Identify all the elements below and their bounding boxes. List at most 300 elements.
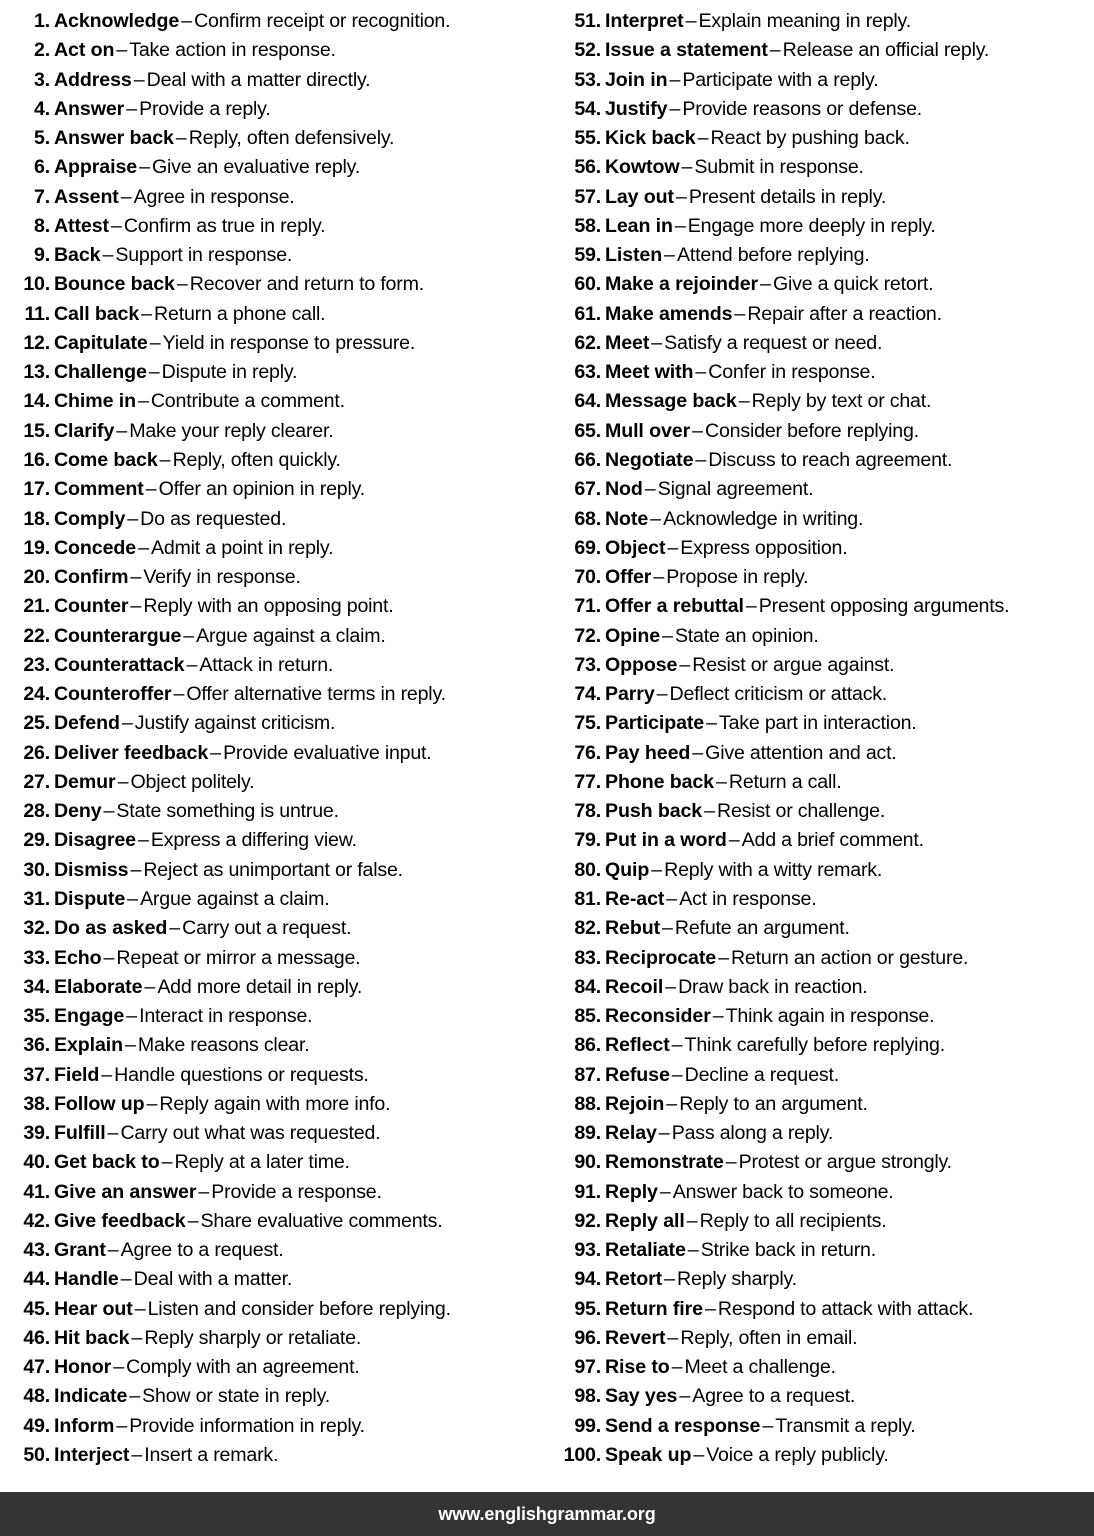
list-item-definition: Argue against a claim.: [140, 887, 330, 910]
list-item: [8, 768, 547, 797]
list-item-term: Speak up: [605, 1444, 692, 1467]
list-item-definition: Handle questions or requests.: [114, 1063, 369, 1086]
list-item-number: 64.: [574, 390, 601, 413]
list-item: [8, 1265, 547, 1294]
list-item-term: Field: [54, 1063, 100, 1086]
list-item-definition: Explain meaning in reply.: [698, 10, 911, 32]
list-item-definition: Take action in response.: [129, 39, 336, 62]
list-item-separator: –: [686, 1209, 698, 1232]
list-item-separator: –: [674, 214, 686, 237]
list-item: [559, 856, 1094, 885]
list-item-term: Echo: [54, 946, 102, 969]
list-item-number: 76.: [574, 741, 601, 764]
list-item-separator: –: [187, 1209, 199, 1232]
list-item: [8, 944, 547, 973]
list-item-number: 39.: [23, 1122, 50, 1145]
list-item: [8, 124, 547, 153]
list-item-term: Say yes: [605, 1385, 678, 1408]
list-item-term: Come back: [54, 448, 158, 471]
list-item-number: 100.: [563, 1444, 601, 1467]
list-item-definition: Satisfy a request or need.: [664, 331, 883, 354]
list-item-separator: –: [651, 331, 663, 354]
list-item: [559, 563, 1094, 592]
list-item-term: Appraise: [54, 156, 138, 179]
list-item-number: 81.: [574, 887, 601, 910]
list-item-definition: Return a call.: [728, 770, 842, 793]
list-item-number: 10.: [23, 273, 50, 296]
list-item-separator: –: [685, 10, 697, 32]
list-item-separator: –: [101, 1063, 113, 1086]
list-item: [559, 124, 1094, 153]
list-item-term: Lean in: [605, 214, 673, 237]
list-item-term: Bounce back: [54, 273, 175, 296]
list-item-separator: –: [669, 97, 681, 120]
list-item-number: 97.: [574, 1356, 601, 1379]
list-item-number: 86.: [574, 1034, 601, 1057]
list-item-term: Meet with: [605, 361, 694, 384]
list-item-definition: Repeat or mirror a message.: [116, 946, 361, 969]
list-item: [559, 1412, 1094, 1441]
list-item-definition: Reply sharply or retaliate.: [144, 1326, 362, 1349]
list-item: [8, 329, 547, 358]
list-item-number: 52.: [574, 39, 601, 62]
list-item-separator: –: [760, 273, 771, 296]
list-item-separator: –: [692, 419, 704, 442]
list-item: [559, 1002, 1094, 1031]
list-item-term: Counterargue: [54, 624, 182, 647]
list-item-number: 1.: [34, 10, 50, 32]
list-item-definition: Add more detail in reply.: [157, 975, 363, 998]
footer-bar: [0, 1492, 1094, 1536]
list-item-separator: –: [120, 1268, 132, 1291]
list-item: [8, 739, 547, 768]
list-item-definition: Reply, often defensively.: [188, 127, 395, 150]
list-item-separator: –: [120, 185, 132, 208]
list-item: [8, 446, 547, 475]
list-item: [8, 826, 547, 855]
list-item-term: Give feedback: [54, 1209, 186, 1232]
list-item-separator: –: [107, 1239, 119, 1262]
list-item: [8, 1382, 547, 1411]
list-item: [559, 944, 1094, 973]
list-item: [8, 153, 547, 182]
list-item-term: Dismiss: [54, 858, 129, 881]
list-item-number: 96.: [574, 1326, 601, 1349]
list-item-number: 30.: [23, 858, 50, 881]
list-item-number: 72.: [574, 624, 601, 647]
list-item-definition: Return a phone call.: [154, 302, 326, 325]
list-item-separator: –: [117, 770, 129, 793]
list-item-definition: Agree to a request.: [120, 1239, 284, 1262]
list-item-definition: Support in response.: [115, 244, 293, 267]
list-item-term: Rise to: [605, 1356, 670, 1379]
list-item-number: 7.: [34, 185, 50, 208]
list-item: [8, 885, 547, 914]
list-item-number: 94.: [574, 1268, 601, 1291]
list-item-term: Opine: [605, 624, 661, 647]
list-item: [559, 446, 1094, 475]
list-item-number: 32.: [23, 917, 50, 940]
list-item: [559, 1324, 1094, 1353]
list-item-number: 22.: [23, 624, 50, 647]
list-item-separator: –: [728, 829, 740, 852]
list-item-definition: Agree to a request.: [692, 1385, 856, 1408]
list-item-definition: Carry out a request.: [182, 917, 352, 940]
list-item-separator: –: [671, 1034, 683, 1057]
list-item-separator: –: [137, 390, 149, 413]
list-item-term: Participate: [605, 712, 705, 735]
list-item-separator: –: [745, 595, 757, 618]
list-item-definition: Consider before replying.: [705, 419, 919, 442]
list-item-definition: Draw back in reaction.: [678, 975, 868, 998]
list-item-term: Make a rejoinder: [605, 273, 759, 296]
list-item-term: Do as asked: [54, 917, 168, 940]
list-item-definition: Offer alternative terms in reply.: [186, 683, 446, 706]
list-item-number: 88.: [574, 1092, 601, 1115]
list-item-definition: Reply to an argument.: [679, 1092, 868, 1115]
list-item-term: Rejoin: [605, 1092, 665, 1115]
list-item-definition: Engage more deeply in reply.: [687, 214, 936, 237]
list-item-term: Counteroffer: [54, 683, 172, 706]
list-item-term: Quip: [605, 858, 650, 881]
list-item-definition: Deal with a matter.: [133, 1268, 293, 1291]
list-item-separator: –: [681, 156, 693, 179]
list-item-definition: Insert a remark.: [144, 1444, 279, 1467]
list-item-number: 11.: [24, 302, 50, 325]
list-item-term: Counter: [54, 595, 129, 618]
list-item-separator: –: [712, 1005, 724, 1028]
list-item-number: 15.: [23, 419, 50, 442]
list-item-separator: –: [110, 214, 122, 237]
list-item-separator: –: [148, 361, 160, 384]
list-item-term: Parry: [605, 683, 655, 706]
list-item-separator: –: [121, 712, 133, 735]
list-item-number: 34.: [23, 975, 50, 998]
list-item-definition: Discuss to reach agreement.: [708, 448, 953, 471]
list-item-separator: –: [695, 448, 707, 471]
list-item-separator: –: [671, 1063, 683, 1086]
list-item-term: Explain: [54, 1034, 123, 1057]
list-item-term: Deliver feedback: [54, 741, 209, 764]
list-item-number: 49.: [23, 1414, 50, 1437]
list-item-number: 57.: [574, 185, 601, 208]
list-item-definition: Present opposing arguments.: [758, 595, 1010, 618]
list-item-number: 28.: [23, 800, 50, 823]
list-item-number: 79.: [574, 829, 601, 852]
list-item: [559, 1353, 1094, 1382]
list-item-number: 74.: [574, 683, 601, 706]
list-item: [559, 241, 1094, 270]
list-item-term: Fulfill: [54, 1122, 106, 1145]
list-item-definition: Express a differing view.: [150, 829, 357, 852]
list-item: [559, 475, 1094, 504]
list-item-separator: –: [704, 1297, 716, 1320]
list-item-definition: Confirm as true in reply.: [123, 214, 326, 237]
list-item: [559, 7, 1094, 36]
list-item-separator: –: [665, 975, 677, 998]
list-item: [8, 300, 547, 329]
list-item-term: Lay out: [605, 185, 674, 208]
list-item: [8, 1031, 547, 1060]
list-item: [559, 1265, 1094, 1294]
list-item-separator: –: [667, 536, 679, 559]
list-item-number: 2.: [34, 39, 50, 62]
list-item-definition: Give an evaluative reply.: [151, 156, 361, 179]
list-item-separator: –: [718, 946, 729, 969]
list-item: [8, 797, 547, 826]
list-item-separator: –: [210, 741, 222, 764]
list-item-definition: Think again in response.: [725, 1005, 935, 1028]
list-item-separator: –: [738, 390, 750, 413]
list-item-definition: Release an official reply.: [782, 39, 990, 62]
list-item-number: 99.: [574, 1414, 601, 1437]
list-item-definition: Reply at a later time.: [174, 1151, 350, 1174]
list-item-definition: Acknowledge in writing.: [663, 507, 864, 530]
list-item-number: 20.: [23, 566, 50, 589]
list-item: [559, 1207, 1094, 1236]
list-column-right: [547, 7, 1094, 1470]
list-item-term: Clarify: [54, 419, 115, 442]
list-item-number: 41.: [23, 1180, 50, 1203]
list-item-number: 93.: [574, 1239, 601, 1262]
list-item-separator: –: [675, 185, 687, 208]
list-item-number: 95.: [574, 1297, 601, 1320]
list-item-number: 87.: [574, 1063, 601, 1086]
list-item: [559, 66, 1094, 95]
list-item-term: Honor: [54, 1356, 112, 1379]
list-item-separator: –: [138, 536, 149, 559]
list-item: [8, 1178, 547, 1207]
list-item: [8, 270, 547, 299]
list-item: [8, 592, 547, 621]
list-item-term: Pay heed: [605, 741, 691, 764]
list-item-term: Join in: [605, 68, 668, 91]
list-item-term: Indicate: [54, 1385, 128, 1408]
list-item-definition: Resist or argue against.: [692, 653, 895, 676]
list-item-number: 4.: [34, 97, 50, 120]
list-item-number: 71.: [574, 595, 601, 618]
list-item-number: 54.: [574, 97, 601, 120]
list-item-definition: Signal agreement.: [657, 478, 814, 501]
list-item: [8, 709, 547, 738]
list-item-number: 90.: [574, 1151, 601, 1174]
list-item-number: 3.: [34, 68, 50, 91]
list-item: [559, 1441, 1094, 1470]
list-item: [559, 95, 1094, 124]
list-item-term: Deny: [54, 800, 102, 823]
list-item-term: Oppose: [605, 653, 678, 676]
list-item-number: 8.: [34, 214, 50, 237]
list-item-number: 35.: [23, 1005, 50, 1028]
list-item-separator: –: [137, 829, 149, 852]
list-item: [559, 153, 1094, 182]
list-item-definition: State something is untrue.: [116, 800, 339, 823]
list-item-separator: –: [650, 507, 662, 530]
list-item-term: Retort: [605, 1268, 663, 1291]
list-item-separator: –: [159, 448, 171, 471]
list-item: [559, 739, 1094, 768]
list-item-number: 33.: [23, 946, 50, 969]
list-item: [559, 651, 1094, 680]
list-item-number: 51.: [574, 10, 601, 32]
list-item-separator: –: [653, 566, 665, 589]
list-item-term: Mull over: [605, 419, 691, 442]
list-item-definition: Reply with an opposing point.: [143, 595, 394, 618]
list-item-separator: –: [145, 478, 157, 501]
list-item-definition: Propose in reply.: [666, 566, 809, 589]
list-item-number: 83.: [574, 946, 601, 969]
list-item-separator: –: [130, 566, 142, 589]
list-item-term: Interject: [54, 1444, 130, 1467]
list-item-number: 13.: [23, 361, 50, 384]
list-item-term: Revert: [605, 1326, 666, 1349]
list-item: [8, 1090, 547, 1119]
list-item-number: 17.: [23, 478, 50, 501]
list-item-number: 56.: [574, 156, 601, 179]
list-item-number: 82.: [574, 917, 601, 940]
list-item-separator: –: [671, 1356, 683, 1379]
list-item-term: Back: [54, 244, 101, 267]
list-item-separator: –: [692, 741, 704, 764]
list-item-term: Comment: [54, 478, 144, 501]
list-item-separator: –: [141, 302, 153, 325]
list-item-number: 68.: [574, 507, 601, 530]
list-item-number: 75.: [574, 712, 601, 735]
list-item-term: Remonstrate: [605, 1151, 724, 1174]
list-item-term: Defend: [54, 712, 120, 735]
list-item-definition: Agree in response.: [133, 185, 295, 208]
list-item-term: Disagree: [54, 829, 136, 852]
list-item-number: 38.: [23, 1092, 50, 1115]
list-item: [559, 1061, 1094, 1090]
list-item-separator: –: [149, 331, 161, 354]
list-item-definition: Carry out what was requested.: [120, 1122, 381, 1145]
list-item-term: Capitulate: [54, 331, 148, 354]
list-item: [559, 270, 1094, 299]
list-item: [559, 709, 1094, 738]
list-item-term: Meet: [605, 331, 650, 354]
list-item-definition: Do as requested.: [140, 507, 287, 530]
list-item-definition: Recover and return to form.: [189, 273, 424, 296]
list-item-number: 65.: [574, 419, 601, 442]
list-item-separator: –: [659, 1180, 671, 1203]
list-item: [8, 651, 547, 680]
list-item: [8, 95, 547, 124]
list-item-number: 5.: [34, 127, 50, 150]
list-item-term: Dispute: [54, 887, 126, 910]
list-item-separator: –: [651, 858, 663, 881]
list-item-separator: –: [130, 595, 142, 618]
list-item-definition: Respond to attack with attack.: [717, 1297, 974, 1320]
list-item-number: 23.: [23, 653, 50, 676]
list-item-number: 98.: [574, 1385, 601, 1408]
list-item-definition: Reply again with more info.: [159, 1092, 391, 1115]
list-item-definition: Object politely.: [130, 770, 255, 793]
list-item-number: 16.: [23, 448, 50, 471]
list-item-term: Demur: [54, 770, 116, 793]
list-item-separator: –: [134, 1297, 146, 1320]
list-item-term: Follow up: [54, 1092, 145, 1115]
list-item-separator: –: [175, 127, 187, 150]
list-item-separator: –: [113, 1356, 125, 1379]
list-item-term: Assent: [54, 185, 119, 208]
list-item-definition: Provide evaluative input.: [223, 741, 432, 764]
list-item-definition: Justify against criticism.: [134, 712, 336, 735]
list-item-separator: –: [125, 1034, 136, 1057]
list-item-separator: –: [695, 361, 707, 384]
list-item-term: Handle: [54, 1268, 119, 1291]
list-item-term: Message back: [605, 390, 737, 413]
list-item-separator: –: [693, 1444, 705, 1467]
list-item-number: 44.: [23, 1268, 50, 1291]
list-item-definition: Reply by text or chat.: [751, 390, 932, 413]
list-item-number: 63.: [574, 361, 601, 384]
list-item-definition: Show or state in reply.: [142, 1385, 330, 1408]
list-item: [8, 66, 547, 95]
list-item-number: 37.: [23, 1063, 50, 1086]
footer-website-url: www.englishgrammar.org: [438, 1503, 656, 1524]
list-item-term: Acknowledge: [54, 10, 180, 32]
list-item-number: 29.: [23, 829, 50, 852]
list-item-term: Comply: [54, 507, 126, 530]
list-item-number: 43.: [23, 1239, 50, 1262]
list-item-term: Negotiate: [605, 448, 694, 471]
list-item-number: 60.: [574, 273, 601, 296]
list-item-definition: React by pushing back.: [710, 127, 910, 150]
list-item-term: Make amends: [605, 302, 733, 325]
list-item-term: Offer: [605, 566, 652, 589]
list-item: [8, 973, 547, 1002]
list-item: [8, 1295, 547, 1324]
list-item-separator: –: [662, 917, 673, 940]
list-item-number: 85.: [574, 1005, 601, 1028]
list-item-term: Hear out: [54, 1297, 133, 1320]
list-item-definition: Offer an opinion in reply.: [158, 478, 366, 501]
list-item-number: 36.: [23, 1034, 50, 1057]
list-item-term: Push back: [605, 800, 703, 823]
list-item-definition: Return an action or gesture.: [730, 946, 969, 969]
list-item-definition: Yield in response to pressure.: [162, 331, 416, 354]
list-item-separator: –: [667, 1326, 679, 1349]
list-item: [8, 7, 547, 36]
list-item: [559, 1295, 1094, 1324]
list-item: [8, 856, 547, 885]
list-item: [8, 680, 547, 709]
list-item-separator: –: [687, 1239, 699, 1262]
list-item-term: Reciprocate: [605, 946, 717, 969]
list-item-number: 58.: [574, 214, 601, 237]
list-item: [559, 329, 1094, 358]
list-item: [559, 1382, 1094, 1411]
list-item-number: 19.: [23, 536, 50, 559]
list-item-number: 59.: [574, 244, 601, 267]
list-item: [559, 358, 1094, 387]
list-item-separator: –: [656, 683, 668, 706]
list-item-definition: Contribute a comment.: [150, 390, 345, 413]
list-item-term: Get back to: [54, 1151, 160, 1174]
list-item-separator: –: [116, 419, 128, 442]
list-item-number: 66.: [574, 448, 601, 471]
list-item-term: Relay: [605, 1122, 657, 1145]
list-item-term: Reconsider: [605, 1005, 711, 1028]
list-item-separator: –: [706, 712, 717, 735]
list-item-separator: –: [144, 975, 156, 998]
list-item-definition: Refute an argument.: [674, 917, 850, 940]
list-item-separator: –: [704, 800, 716, 823]
list-item-definition: Protest or argue strongly.: [738, 1151, 952, 1174]
list-item-separator: –: [126, 97, 138, 120]
list-item: [8, 417, 547, 446]
